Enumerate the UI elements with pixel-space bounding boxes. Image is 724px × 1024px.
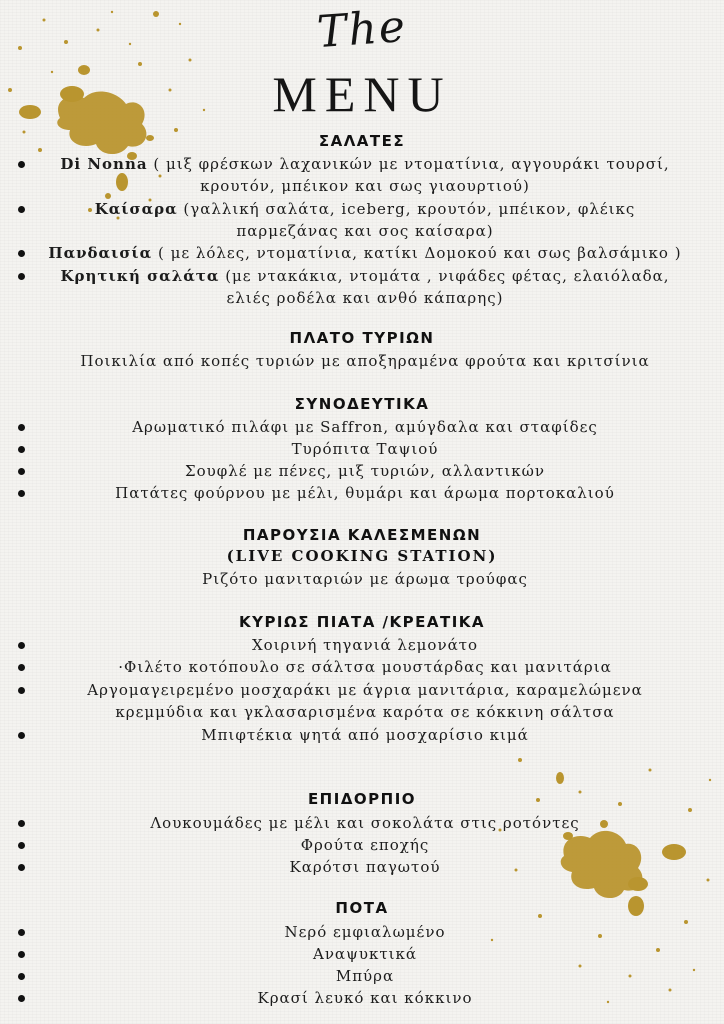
salad-item-3-line-1 (30, 242, 700, 264)
bullet-icon (18, 842, 25, 849)
bullet-icon (18, 664, 25, 671)
bullet-icon (18, 929, 25, 936)
bullet-icon (18, 490, 25, 497)
salad-item-2-line-2: παρμεζάνας και σος καίσαρα) (236, 222, 494, 240)
salad-desc: (με ντακάκια, ντομάτα , νιφάδες φέτας, ελαιόλαδα, (219, 267, 670, 285)
salad-item-1-line-2: κρουτόν, μπέικον και σως γιαουρτιού) (200, 177, 530, 195)
salad-desc: ( μιξ φρέσκων λαχανικών με ντοματίνια, αγγουράκι τουρσί, (147, 155, 670, 173)
bullet-icon (18, 161, 25, 168)
sides-item-4: Πατάτες φούρνου με μέλι, θυμάρι και άρωμα πορτοκαλιού (115, 484, 615, 502)
dessert-item-3: Καρότσι παγωτού (289, 858, 441, 876)
salad-item-2-line-1 (30, 198, 700, 220)
bullet-icon (18, 273, 25, 280)
sides-item-1: Αρωματικό πιλάφι με Saffron, αμύγδαλα και σταφίδες (132, 418, 598, 436)
bullet-icon (18, 995, 25, 1002)
bullet-icon (18, 206, 25, 213)
guests-text: Ριζότο μανιταριών με άρωμα τρούφας (202, 570, 528, 588)
salad-name: Di Nonna (60, 155, 148, 173)
salad-desc: ( με λόλες, ντοματίνια, κατίκι Δομοκού και σως βαλσάμικο ) (152, 244, 682, 262)
mains-item-2: ·Φιλέτο κοτόπουλο σε σάλτσα μουστάρδας και μανιτάρια (118, 658, 612, 676)
section-sides-title: ΣΥΝΟΔΕΥΤΙΚΑ (294, 395, 430, 413)
bullet-icon (18, 687, 25, 694)
script-the: The (315, 0, 409, 59)
drinks-item-1: Νερό εμφιαλωμένο (284, 923, 446, 941)
menu-title: MENU (272, 66, 452, 122)
bullet-icon (18, 973, 25, 980)
bullet-icon (18, 642, 25, 649)
sides-item-3: Σουφλέ με πένες, μιξ τυριών, αλλαντικών (184, 462, 545, 480)
salad-name: Κρητική σαλάτα (60, 267, 220, 285)
salad-name: Καίσαρα (94, 200, 178, 218)
mains-item-3-line-2: κρεμμύδια και γκλασαρισμένα καρότα σε κόκκινη σάλτσα (115, 703, 615, 721)
cheese-text: Ποικιλία από κοπές τυριών με αποξηραμένα φρούτα και κριτσίνια (80, 352, 650, 370)
drinks-item-2: Αναψυκτικά (312, 945, 418, 963)
section-cheese-title: ΠΛΑΤΟ ΤΥΡΙΩΝ (289, 329, 435, 347)
bullet-icon (18, 424, 25, 431)
section-drinks-title: ΠΟΤΑ (335, 899, 389, 917)
bullet-icon (18, 250, 25, 257)
bullet-icon (18, 732, 25, 739)
bullet-icon (18, 864, 25, 871)
section-guests-title: ΠΑΡΟΥΣΙΑ ΚΑΛΕΣΜΕΝΩΝ (242, 526, 482, 544)
drinks-item-4: Κρασί λευκό και κόκκινο (257, 989, 473, 1007)
section-guests-subtitle: (LIVE COOKING STATION) (226, 547, 498, 565)
bullet-icon (18, 951, 25, 958)
bullet-icon (18, 820, 25, 827)
salad-item-1-line-1 (30, 153, 700, 175)
dessert-item-1: Λουκουμάδες με μέλι και σοκολάτα στις ροτόντες (150, 814, 580, 832)
salad-name: Πανδαισία (48, 244, 153, 262)
section-dessert-title: ΕΠΙΔΟΡΠΙΟ (307, 790, 417, 808)
salad-item-4-line-2: ελιές ροδέλα και ανθό κάπαρης) (226, 289, 504, 307)
sides-item-2: Τυρόπιτα Ταψιού (291, 440, 439, 458)
mains-item-1: Χοιρινή τηγανιά λεμονάτο (251, 636, 479, 654)
section-salads-title: ΣΑΛΑΤΕΣ (318, 132, 406, 150)
bullet-icon (18, 446, 25, 453)
bullet-icon (18, 468, 25, 475)
salad-item-4-line-1 (30, 265, 700, 287)
drinks-item-3: Μπύρα (335, 967, 395, 985)
mains-item-4: Μπιφτέκια ψητά από μοσχαρίσιο κιμά (201, 726, 529, 744)
dessert-item-2: Φρούτα εποχής (300, 836, 430, 854)
salad-desc: (γαλλική σαλάτα, iceberg, κρουτόν, μπέικον, φλέικς (177, 200, 636, 218)
mains-item-3-line-1: Αργομαγειρεμένο μοσχαράκι με άγρια μανιτάρια, καραμελώμενα (87, 681, 643, 699)
section-mains-title: ΚΥΡΙΩΣ ΠΙΑΤΑ /ΚΡΕΑΤΙΚΑ (238, 613, 486, 631)
